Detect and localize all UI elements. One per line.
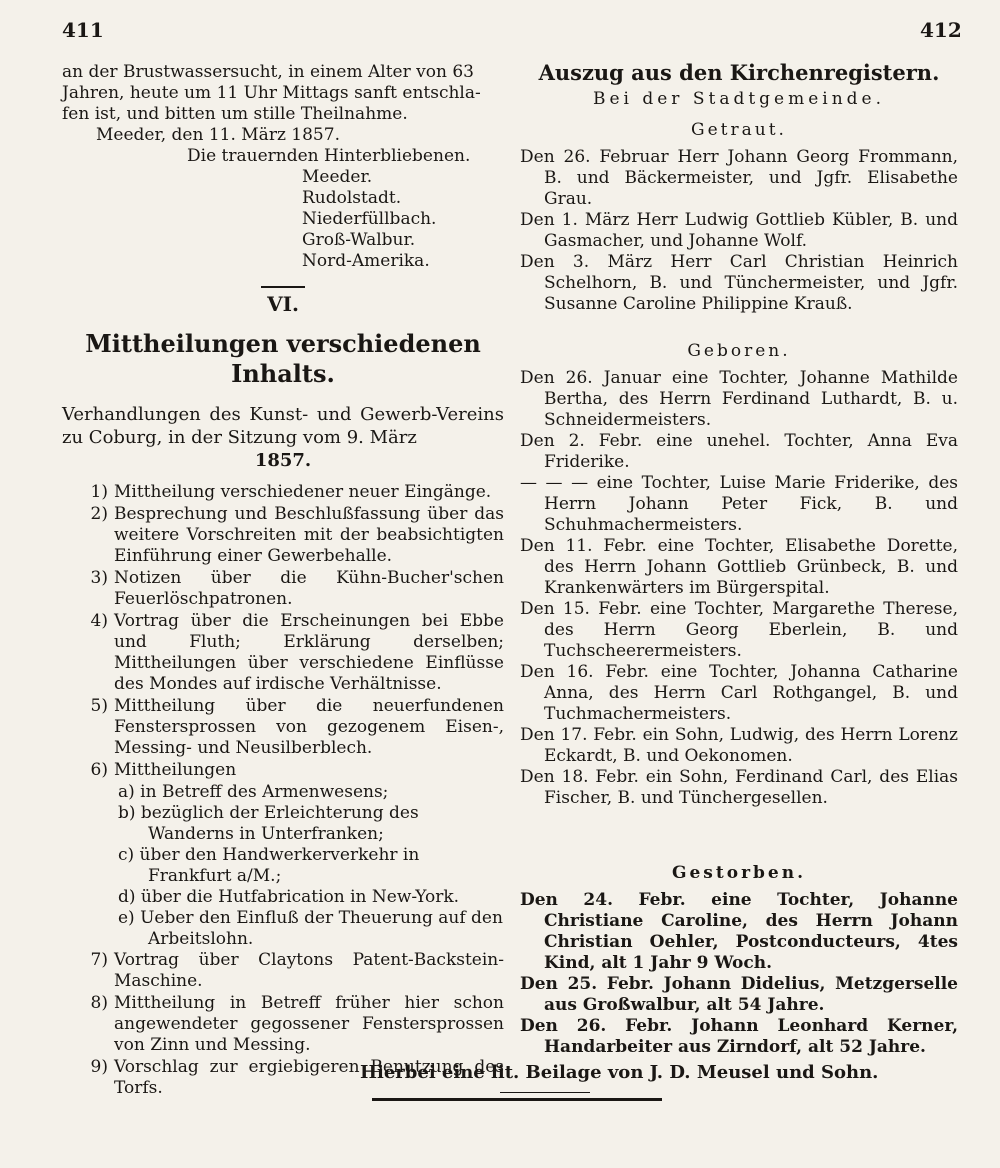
- section-number: VI.: [267, 292, 299, 316]
- notice-line: an der Brustwassersucht, in einem Alter von 63: [62, 62, 474, 82]
- notice-place: Meeder.: [302, 167, 373, 187]
- agenda-item: [62, 950, 504, 992]
- register-entry: Den 26. Januar eine Tochter, Johanne Mathilde Bertha, des Herrn Ferdinand Luthardt, B. u. Schneidermeisters.: [520, 368, 958, 430]
- register-entry: Den 25. Febr. Johann Didelius, Metzgerselle aus Großwalbur, alt 54 Jahre.: [520, 974, 958, 1015]
- notice-line: fen ist, und bitten um stille Theilnahme.: [62, 104, 408, 124]
- page-number-right: 412: [920, 18, 962, 42]
- register-entry: Den 15. Febr. eine Tochter, Margarethe Therese, des Herrn Georg Eberlein, B. und Tuchscheerermeisters.: [520, 599, 958, 661]
- death-notice: [62, 62, 504, 272]
- notice-signature: Die trauernden Hinterbliebenen.: [187, 146, 471, 166]
- register-entry: — — — eine Tochter, Luise Marie Friderike, des Herrn Johann Peter Fick, B. und Schuhmachermeisters.: [520, 473, 958, 535]
- registers-subtitle: Bei der Stadtgemeinde.: [592, 89, 886, 109]
- agenda-text: Mittheilung in Betreff früher hier schon angewendeter gegossener Fenstersprossen von Zinn und Messing.: [114, 993, 504, 1055]
- agenda-text: Mittheilungen: [114, 760, 237, 780]
- left-column: [62, 62, 504, 1100]
- agenda-item: [62, 696, 504, 759]
- agenda-item: [62, 760, 504, 781]
- footer-rule: [372, 1098, 662, 1101]
- register-entry: Den 24. Febr. eine Tochter, Johanne Christiane Caroline, des Herrn Johann Christian Oehler, Postconducteurs, 4tes Kind, alt 1 Jahr 9 Woch.: [520, 890, 958, 973]
- notice-place: Groß-Walbur.: [302, 230, 416, 250]
- getraut-heading: Getraut.: [691, 120, 787, 140]
- register-entry: Den 18. Febr. ein Sohn, Ferdinand Carl, des Elias Fischer, B. und Tünchergesellen.: [520, 767, 958, 808]
- agenda-item: [62, 504, 504, 567]
- notice-place: Nord-Amerika.: [302, 251, 430, 271]
- agenda-text: Vorschlag zur ergiebigeren Benutzung des Torfs.: [114, 1057, 504, 1098]
- notice-place: Niederfüllbach.: [302, 209, 437, 229]
- page-number-left: 411: [62, 18, 104, 42]
- agenda-text: Vortrag über die Erscheinungen bei Ebbe und Fluth; Erklärung derselben; Mittheilungen über verschiedene Einflüsse des Mondes auf irdische Verhältnisse.: [114, 611, 504, 694]
- register-entry: Den 17. Febr. ein Sohn, Ludwig, des Herrn Lorenz Eckardt, B. und Oekonomen.: [520, 725, 958, 766]
- gestorben-heading: Gestorben.: [671, 863, 807, 883]
- notice-place: Rudolstadt.: [302, 188, 402, 208]
- verhandlungen-year: 1857.: [254, 450, 312, 471]
- agenda-subitem: d) über die Hutfabrication in New-York.: [118, 887, 460, 907]
- agenda-number: 3): [90, 568, 108, 588]
- agenda-text: Mittheilung verschiedener neuer Eingänge.: [114, 482, 492, 502]
- agenda-number: 7): [90, 950, 108, 970]
- agenda-text: Mittheilung über die neuerfundenen Fenstersprossen von gezogenem Eisen-, Messing- und Neusilberblech.: [114, 696, 504, 758]
- geboren-heading: Geboren.: [687, 341, 791, 361]
- register-entry: Den 1. März Herr Ludwig Gottlieb Kübler, B. und Gasmacher, und Johanne Wolf.: [520, 210, 958, 251]
- agenda-number: 6): [90, 760, 108, 780]
- supplement-notice: Hierbei eine lit. Beilage von J. D. Meusel und Sohn.: [360, 1062, 879, 1083]
- right-column: [520, 62, 958, 1058]
- verhandlungen-text: Verhandlungen des Kunst- und Gewerb-Vereins zu Coburg, in der Sitzung vom 9. März: [62, 404, 504, 448]
- register-entry: Den 16. Febr. eine Tochter, Johanna Catharine Anna, des Herrn Carl Rothgangel, B. und Tuchmachermeisters.: [520, 662, 958, 724]
- agenda-sublist: [62, 782, 504, 950]
- agenda-text: Vortrag über Claytons Patent-Backstein-Maschine.: [114, 950, 504, 991]
- agenda-number: 2): [90, 504, 108, 524]
- register-entry: Den 3. März Herr Carl Christian Heinrich Schelhorn, B. und Tünchermeister, und Jgfr. Susanne Caroline Philippine Krauß.: [520, 252, 958, 314]
- agenda-subitem: c) über den Handwerkerverkehr in Frankfurt a/M.;: [118, 845, 420, 886]
- agenda-subitem: b) bezüglich der Erleichterung des Wanderns in Unterfranken;: [118, 803, 419, 844]
- footer-rule-thin: [500, 1092, 590, 1093]
- register-entry: Den 26. Febr. Johann Leonhard Kerner, Handarbeiter aus Zirndorf, alt 52 Jahre.: [520, 1016, 958, 1057]
- verhandlungen-heading: [62, 403, 504, 472]
- section-heading: Mittheilungen verschiedenen Inhalts.: [85, 329, 481, 388]
- notice-line: Jahren, heute um 11 Uhr Mittags sanft entschla-: [62, 83, 481, 103]
- agenda-item: [62, 611, 504, 695]
- agenda-number: 1): [90, 482, 108, 502]
- notice-place-date: Meeder, den 11. März 1857.: [96, 125, 340, 145]
- section-divider: [261, 286, 305, 288]
- agenda-text: Besprechung und Beschlußfassung über das weitere Vorschreiten mit der beabsichtigten Einführung einer Gewerbehalle.: [114, 504, 504, 566]
- registers-title: Auszug aus den Kirchenregistern.: [538, 60, 940, 85]
- agenda-item: [62, 568, 504, 610]
- agenda-number: 8): [90, 993, 108, 1013]
- agenda-number: 5): [90, 696, 108, 716]
- agenda-item: [62, 482, 504, 503]
- agenda-number: 4): [90, 611, 108, 631]
- agenda-list: [62, 482, 504, 781]
- agenda-subitem: e) Ueber den Einfluß der Theuerung auf den Arbeitslohn.: [118, 908, 503, 949]
- agenda-text: Notizen über die Kühn-Bucher'schen Feuerlöschpatronen.: [114, 568, 504, 609]
- register-entry: Den 26. Februar Herr Johann Georg Frommann, B. und Bäckermeister, und Jgfr. Elisabethe Grau.: [520, 147, 958, 209]
- agenda-subitem: a) in Betreff des Armenwesens;: [118, 782, 389, 802]
- agenda-item: [62, 993, 504, 1056]
- register-entry: Den 2. Febr. eine unehel. Tochter, Anna Eva Friderike.: [520, 431, 958, 472]
- register-entry: Den 11. Febr. eine Tochter, Elisabethe Dorette, des Herrn Johann Gottlieb Grünbeck, B. und Krankenwärters im Bürgerspital.: [520, 536, 958, 598]
- agenda-number: 9): [90, 1057, 108, 1077]
